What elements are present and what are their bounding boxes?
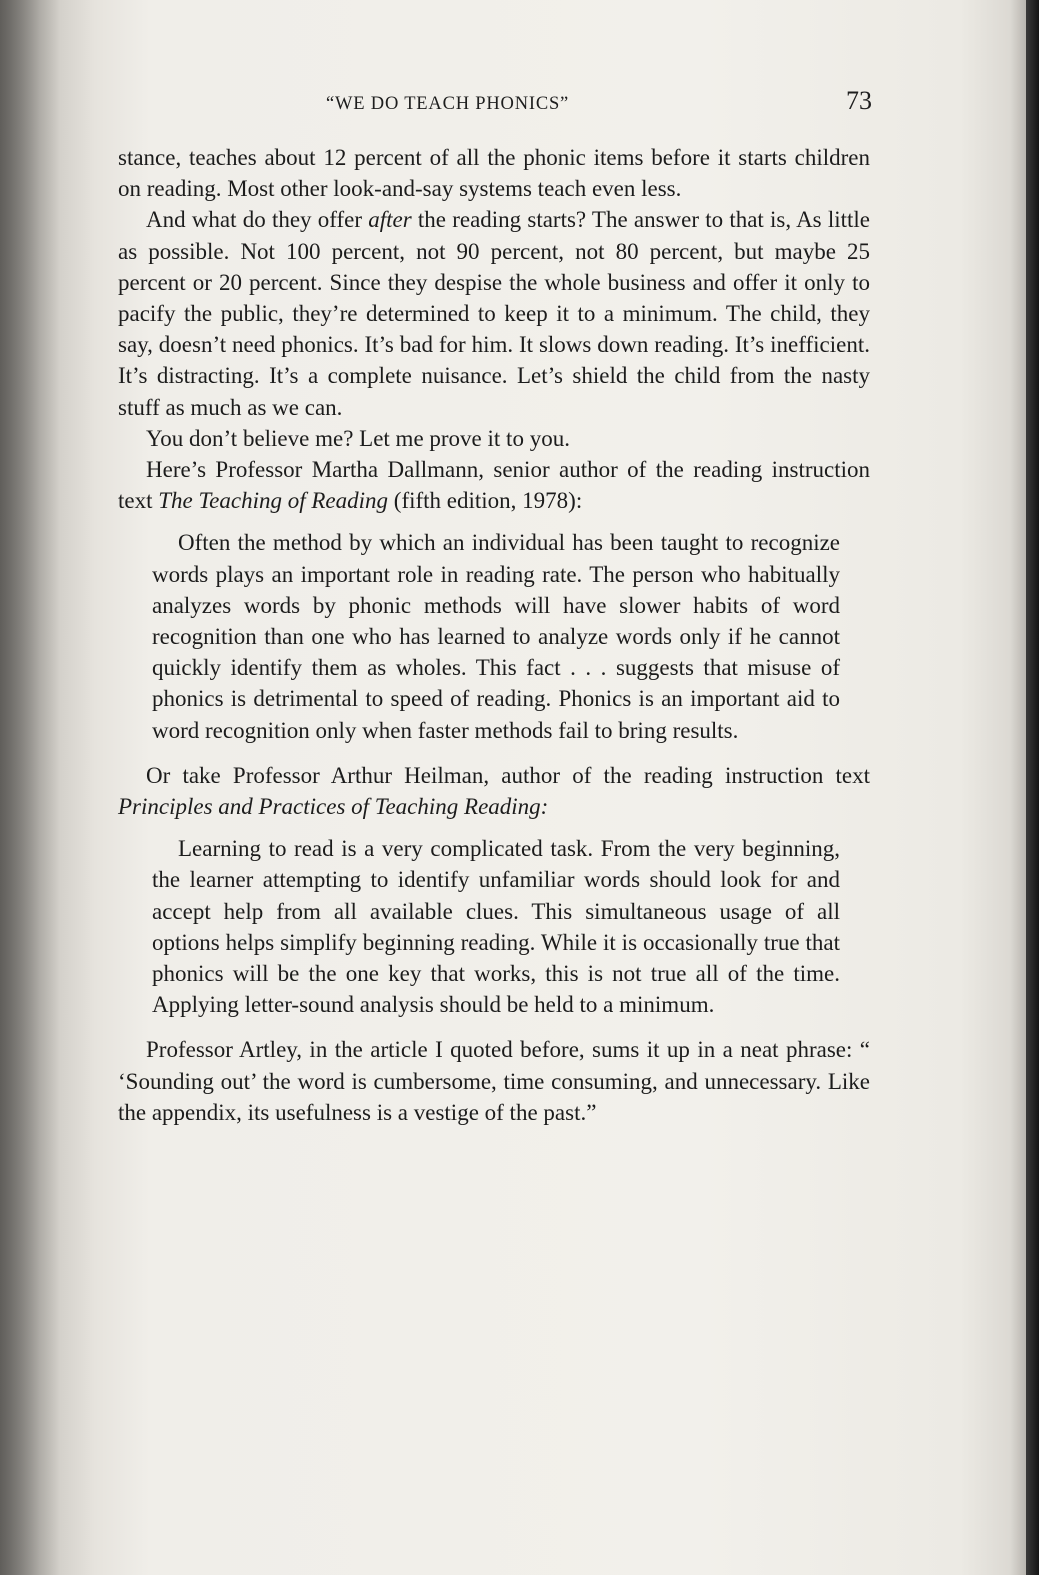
book-title: The Teaching of Reading — [158, 488, 389, 514]
body-text — [118, 142, 870, 1128]
block-quote-heilman — [152, 833, 840, 1020]
book-title: Principles and Practices of Teaching Reading: — [118, 794, 549, 820]
paragraph-prove-it: You don’t believe me? Let me prove it to you. — [146, 425, 570, 451]
quote-text: Learning to read is a very complicated task. From the very beginning, the learner attempting to identify unfamiliar words should look for and accept help from all available clues. This simultaneous usage of all options helps simplify beginning reading. While it is occasionally true that phonics will be the one key that works, this is not true all of the time. Applying letter-sound analysis should be held to a minimum. — [152, 836, 840, 1018]
page-header — [120, 86, 872, 126]
quote-text: Often the method by which an individual has been taught to recognize words plays an important role in reading rate. The person who habitually analyzes words by phonic methods will have slower habits of word recognition than one who has learned to analyze words only if he cannot quickly identify them as wholes. This fact . . . suggests that misuse of phonics is detrimental to speed of reading. Phonics is an important aid to word recognition only when faster methods fail to bring results. — [152, 530, 840, 743]
paragraph-after-reading — [118, 204, 870, 422]
block-quote-dallmann — [152, 527, 840, 745]
paragraph-dallmann — [118, 454, 870, 516]
page-number: 73 — [846, 86, 872, 115]
spine-shadow — [0, 0, 60, 1575]
italic-word: after — [368, 207, 412, 233]
paragraph-text: (fifth edition, 1978): — [388, 488, 583, 514]
paragraph-text: the reading starts? The answer to that is, As little as possible. Not 100 percent, not 90 percent, not 80 percent, but maybe 25 percent or 20 percent. Since they despise the whole business and offer it only to pacify the public, they’re determined to keep it to a minimum. The child, they say, doesn’t need phonics. It’s bad for him. It slows down reading. It’s inefficient. It’s distracting. It’s a complete nuisance. Let’s shield the child from the nasty stuff as much as we can. — [118, 207, 870, 420]
paragraph-text: And what do they offer — [146, 207, 369, 233]
paragraph-heilman — [118, 760, 870, 822]
paragraph-continuation: stance, teaches about 12 percent of all the phonic items before it starts children on reading. Most other look-and-say systems teach even less. — [118, 145, 870, 202]
paragraph-text: Here’s Professor Martha Dallmann, senior author of the reading instruction text — [118, 457, 870, 514]
paragraph-artley: Professor Artley, in the article I quoted before, sums it up in a neat phrase: “ ‘Sounding out’ the word is cumbersome, time consuming, and unnecessary. Like the appendix, its usefulness is a vestige of the past.” — [118, 1037, 870, 1125]
paragraph-text: Or take Professor Arthur Heilman, author of the reading instruction text — [146, 762, 870, 788]
scan-edge — [1026, 0, 1039, 1575]
running-head: “WE DO TEACH PHONICS” — [326, 94, 570, 114]
